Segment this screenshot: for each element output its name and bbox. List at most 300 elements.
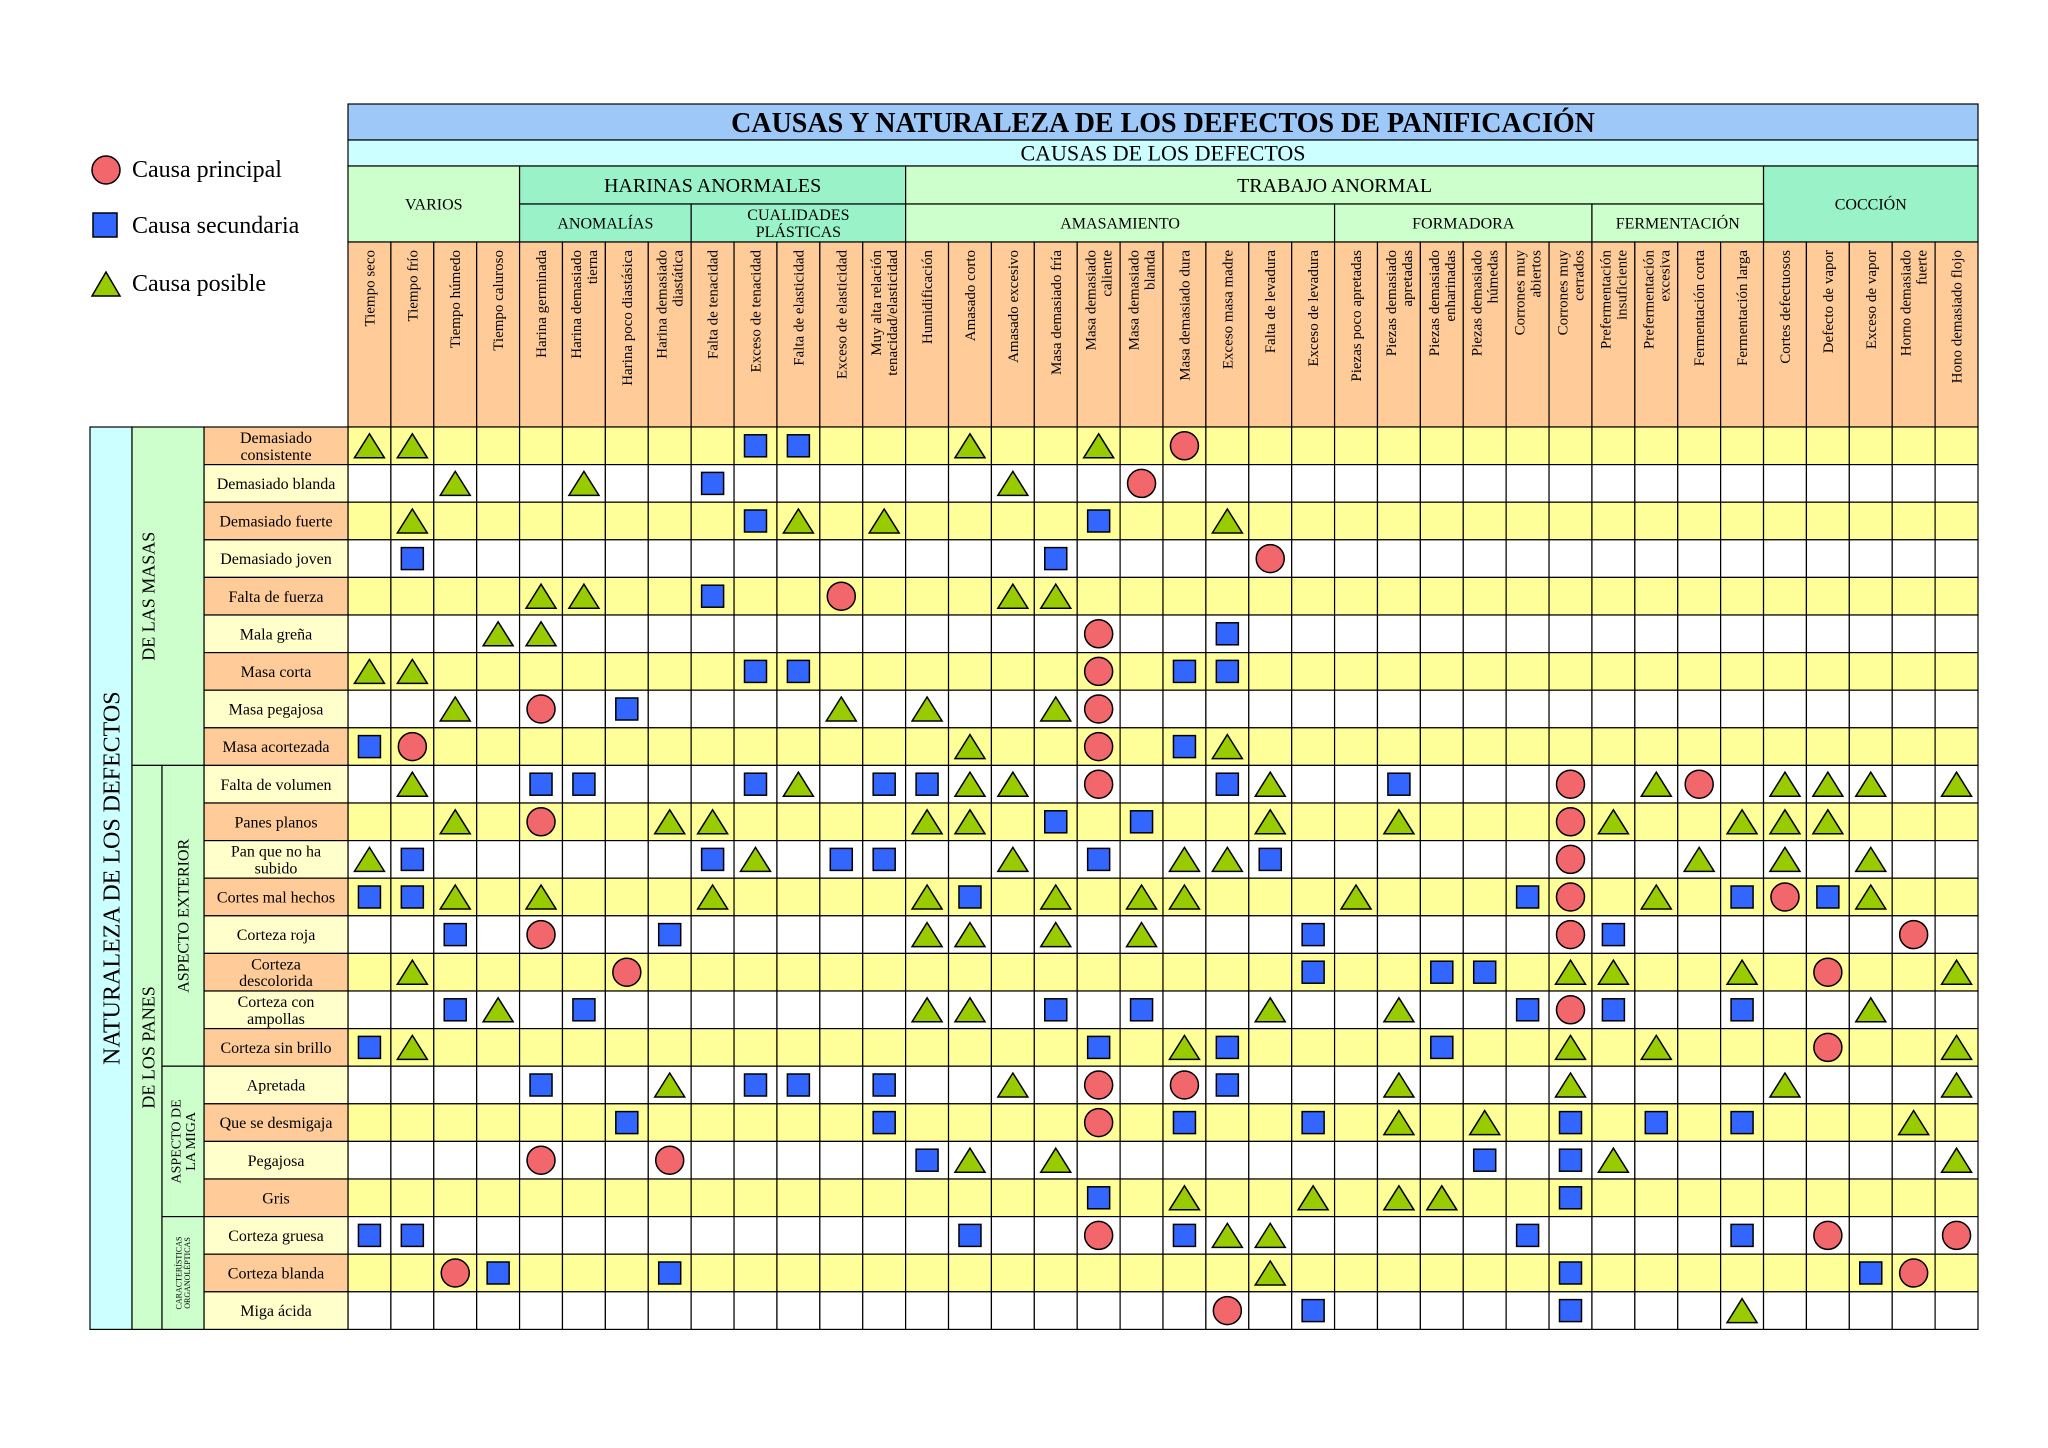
table-cell [1377,577,1420,615]
table-cell [1592,615,1635,653]
cause-secundaria-mark [1173,1112,1195,1134]
cause-secundaria-mark [1731,1112,1753,1134]
table-cell [777,577,820,615]
table-cell [1892,1141,1935,1179]
table-cell [777,916,820,954]
table-cell [1163,577,1206,615]
table-cell [1420,1217,1463,1255]
cause-secundaria-mark [1131,811,1153,833]
table-cell [1849,916,1892,954]
table-cell [1249,427,1292,465]
table-cell [1292,1066,1335,1104]
table-cell [906,1179,949,1217]
table-cell [777,1254,820,1292]
table-cell [1849,465,1892,503]
table-cell [1764,502,1807,540]
cause-secundaria-mark [1216,1074,1238,1096]
table-cell [777,728,820,766]
table-cell [863,1217,906,1255]
table-cell [1377,916,1420,954]
table-cell [1377,653,1420,691]
cause-secundaria-mark [1045,811,1067,833]
table-cell [1506,502,1549,540]
table-cell [1292,653,1335,691]
table-cell [734,1254,777,1292]
cause-principal-mark [1900,921,1928,949]
table-cell [1721,728,1764,766]
cause-secundaria-mark [1602,999,1624,1021]
row-label: Corteza gruesa [228,1228,324,1245]
table-cell [1463,878,1506,916]
table-cell [1635,953,1678,991]
table-cell [1935,728,1978,766]
table-cell [1849,1179,1892,1217]
table-cell [1206,916,1249,954]
table-cell [1034,427,1077,465]
table-cell [1806,465,1849,503]
table-cell [820,1029,863,1067]
cause-secundaria-mark [1645,1112,1667,1134]
table-cell [863,653,906,691]
table-cell [1163,502,1206,540]
table-cell [1721,1179,1764,1217]
table-cell [863,540,906,578]
table-cell [1335,502,1378,540]
table-cell [1420,1104,1463,1142]
organo-label: CARACTERÍSTICASORGANOLÉPTICAS [174,1236,192,1310]
table-cell [1592,841,1635,879]
table-cell [1764,1029,1807,1067]
table-cell [1335,765,1378,803]
table-cell [863,1141,906,1179]
cause-principal-mark [656,1146,684,1174]
table-cell [1249,1066,1292,1104]
exterior-label: ASPECTO EXTERIOR [175,838,193,993]
table-cell [820,1104,863,1142]
cause-principal-mark [1557,996,1585,1024]
table-cell [820,1254,863,1292]
cause-secundaria-mark [659,924,681,946]
table-cell [1120,690,1163,728]
table-cell [1721,427,1764,465]
table-cell [1077,991,1120,1029]
table-cell [1420,540,1463,578]
cause-secundaria-mark [1817,886,1839,908]
cause-principal-mark [527,808,555,836]
table-cell [520,540,563,578]
table-cell [1463,540,1506,578]
table-cell [477,1217,520,1255]
table-cell [1592,690,1635,728]
table-cell [1678,916,1721,954]
cause-secundaria-mark [1517,999,1539,1021]
cause-secundaria-mark [873,848,895,870]
table-cell [1806,1066,1849,1104]
legend-posible [90,264,266,304]
cause-secundaria-mark [401,886,423,908]
cause-secundaria-mark [745,510,767,532]
table-cell [906,465,949,503]
table-cell [605,540,648,578]
table-cell [991,916,1034,954]
table-cell [434,1217,477,1255]
table-cell [906,1254,949,1292]
cause-principal-mark [1557,921,1585,949]
table-cell [1592,1104,1635,1142]
cause-principal-mark [527,1146,555,1174]
table-cell [1292,690,1335,728]
table-cell [991,803,1034,841]
table-cell [1463,841,1506,879]
table-cell [1764,540,1807,578]
table-cell [1849,728,1892,766]
table-cell [1463,1254,1506,1292]
cause-principal-mark [1085,657,1113,685]
table-cell [1935,653,1978,691]
table-cell [734,1029,777,1067]
column-header-label: Harina demasiadotierna [568,250,601,359]
cause-secundaria-mark [1302,1112,1324,1134]
column-header-label: Prefermentacióninsuficiente [1598,250,1631,350]
table-cell [520,1104,563,1142]
table-cell [1420,728,1463,766]
table-cell [691,1292,734,1330]
table-cell [691,1141,734,1179]
table-cell [1377,615,1420,653]
table-cell [1849,1066,1892,1104]
column-header-label: Exceso de elasticidad [834,250,851,380]
table-cell [477,953,520,991]
table-cell [1420,765,1463,803]
table-cell [391,577,434,615]
table-cell [477,540,520,578]
table-cell [1249,953,1292,991]
table-cell [1163,916,1206,954]
table-cell [605,878,648,916]
table-cell [605,803,648,841]
table-cell [1335,916,1378,954]
table-cell [1292,1029,1335,1067]
table-cell [1806,1254,1849,1292]
table-cell [348,991,391,1029]
table-cell [691,690,734,728]
cause-principal-mark [1170,432,1198,460]
row-label: Cortes mal hechos [216,889,336,907]
table-cell [1592,465,1635,503]
cause-principal-mark [1085,1109,1113,1137]
table-cell [562,1179,605,1217]
column-header-label: Masa demasiadocaliente [1083,250,1116,351]
cause-secundaria-mark [487,1262,509,1284]
table-cell [1034,465,1077,503]
table-cell [1635,728,1678,766]
table-cell [906,1029,949,1067]
table-cell [691,728,734,766]
table-cell [1377,841,1420,879]
table-cell [1463,615,1506,653]
table-cell [391,1066,434,1104]
table-cell [1463,577,1506,615]
table-cell [1077,916,1120,954]
table-cell [1163,1292,1206,1330]
table-cell [562,878,605,916]
cause-secundaria-mark [1045,548,1067,570]
table-cell [1120,540,1163,578]
table-cell [1935,465,1978,503]
table-cell [1034,615,1077,653]
table-cell [520,465,563,503]
table-cell [734,465,777,503]
legend-secundaria-label: Causa secundaria [132,212,300,239]
table-cell [1892,427,1935,465]
table-cell [1249,1292,1292,1330]
table-cell [777,1104,820,1142]
table-cell [1420,1066,1463,1104]
table-cell [1592,1179,1635,1217]
table-cell [1721,577,1764,615]
table-cell [734,728,777,766]
cause-secundaria-mark [1173,736,1195,758]
column-header-label: Fermentación larga [1735,250,1752,366]
table-cell [691,953,734,991]
table-cell [1292,803,1335,841]
table-cell [1249,728,1292,766]
table-cell [906,1104,949,1142]
table-cell [605,1179,648,1217]
table-cell [734,991,777,1029]
cause-secundaria-mark [787,1074,809,1096]
table-cell [777,465,820,503]
table-cell [562,615,605,653]
table-cell [691,1029,734,1067]
column-header-label: Humidificación [920,250,937,345]
table-cell [1635,1066,1678,1104]
cause-principal-mark [1943,1221,1971,1249]
column-header-label: Harina germinada [534,250,551,358]
table-cell [648,841,691,879]
table-cell [1335,427,1378,465]
table-cell [1506,1029,1549,1067]
table-cell [820,765,863,803]
table-cell [991,540,1034,578]
cause-secundaria-mark [1731,886,1753,908]
table-cell [1292,991,1335,1029]
table-cell [434,427,477,465]
table-cell [348,1104,391,1142]
table-cell [1935,427,1978,465]
table-cell [777,1029,820,1067]
table-cell [1678,615,1721,653]
cause-secundaria-mark [959,1224,981,1246]
row-label: Masa acortezada [222,739,330,757]
table-cell [1506,1179,1549,1217]
table-cell [1935,1254,1978,1292]
table-cell [691,916,734,954]
table-cell [1463,1217,1506,1255]
column-header-label: Masa demasiado fría [1048,250,1065,375]
table-cell [863,803,906,841]
table-cell [863,728,906,766]
cause-secundaria-mark [1173,1224,1195,1246]
table-cell [477,577,520,615]
table-cell [648,1104,691,1142]
table-cell [1120,653,1163,691]
table-cell [1292,878,1335,916]
cause-principal-mark [1814,958,1842,986]
cause-secundaria-mark [358,886,380,908]
column-header-label: Exceso de levadura [1306,250,1323,367]
table-cell [1292,577,1335,615]
table-cell [391,916,434,954]
table-cell [1377,502,1420,540]
table-cell [1635,690,1678,728]
table-cell [1206,577,1249,615]
table-cell [906,577,949,615]
table-cell [991,1029,1034,1067]
table-cell [348,916,391,954]
table-cell [1506,1292,1549,1330]
table-cell [1592,878,1635,916]
table-cell [1721,690,1764,728]
table-cell [520,653,563,691]
table-cell [1849,653,1892,691]
table-cell [1592,1066,1635,1104]
table-cell [391,1141,434,1179]
table-cell [1892,653,1935,691]
table-cell [1506,803,1549,841]
table-cell [1034,1179,1077,1217]
table-cell [562,803,605,841]
table-cell [562,1104,605,1142]
table-cell [949,841,992,879]
table-cell [1249,615,1292,653]
cause-secundaria-mark [444,999,466,1021]
cause-principal-mark [441,1259,469,1287]
table-cell [1935,615,1978,653]
table-cell [1849,1029,1892,1067]
table-cell [1249,1104,1292,1142]
table-cell [1463,653,1506,691]
table-cell [477,427,520,465]
table-cell [1892,577,1935,615]
table-cell [1206,991,1249,1029]
table-cell [820,728,863,766]
table-cell [991,427,1034,465]
table-cell [1335,1254,1378,1292]
table-cell [1463,916,1506,954]
table-cell [1678,1217,1721,1255]
table-cell [348,1292,391,1330]
column-header-label: Fermentación corta [1692,250,1709,367]
table-cell [434,615,477,653]
table-cell [562,1029,605,1067]
table-cell [1420,427,1463,465]
table-cell [1249,465,1292,503]
cause-secundaria-mark [873,1112,895,1134]
table-cell [1249,1029,1292,1067]
table-cell [863,1029,906,1067]
table-cell [348,1179,391,1217]
table-cell [648,653,691,691]
table-cell [1764,991,1807,1029]
table-cell [1764,728,1807,766]
cause-principal-mark [1557,770,1585,798]
table-cell [1806,540,1849,578]
row-label: Miga ácida [240,1303,312,1321]
cause-secundaria-mark [1088,510,1110,532]
cause-principal-mark [527,921,555,949]
table-cell [520,1217,563,1255]
cause-secundaria-mark [745,435,767,457]
table-cell [1892,878,1935,916]
table-cell [348,615,391,653]
table-cell [1206,465,1249,503]
table-cell [1849,690,1892,728]
column-header-label: Exceso de vapor [1863,250,1880,350]
table-cell [1549,690,1592,728]
cause-secundaria-mark [1131,999,1153,1021]
table-cell [1120,1029,1163,1067]
table-cell [906,1066,949,1104]
table-cell [562,502,605,540]
table-cell [1806,1292,1849,1330]
table-cell [1506,728,1549,766]
table-cell [1249,1179,1292,1217]
table-cell [734,1292,777,1330]
table-cell [820,427,863,465]
table-cell [820,502,863,540]
table-cell [562,728,605,766]
table-cell [391,1179,434,1217]
legend-principal-label: Causa principal [132,156,282,183]
table-cell [1463,765,1506,803]
table-cell [520,1029,563,1067]
table-cell [1635,502,1678,540]
group-header-label: COCCIÓN [1834,196,1907,214]
table-cell [1635,653,1678,691]
table-cell [1506,1254,1549,1292]
page-title: CAUSAS Y NATURALEZA DE LOS DEFECTOS DE PANIFICACIÓN [731,107,1595,139]
cause-secundaria-mark [1088,1187,1110,1209]
cause-secundaria-mark [573,999,595,1021]
table-cell [520,991,563,1029]
cause-secundaria-mark [358,1224,380,1246]
cause-secundaria-mark [444,924,466,946]
table-cell [520,502,563,540]
table-cell [1935,1292,1978,1330]
cause-secundaria-mark [616,1112,638,1134]
table-cell [734,1104,777,1142]
cause-secundaria-mark [401,548,423,570]
table-cell [949,502,992,540]
table-cell [777,803,820,841]
table-cell [1335,465,1378,503]
table-cell [477,728,520,766]
table-cell [1077,953,1120,991]
table-cell [691,1254,734,1292]
table-cell [991,1217,1034,1255]
cause-secundaria-mark [1560,1187,1582,1209]
table-cell [1806,502,1849,540]
table-cell [1077,803,1120,841]
table-cell [648,427,691,465]
table-cell [605,653,648,691]
table-cell [1463,728,1506,766]
column-header-label: Harina demasiadodiastática [654,250,687,359]
table-cell [949,1254,992,1292]
table-cell [1935,690,1978,728]
table-cell [605,1254,648,1292]
